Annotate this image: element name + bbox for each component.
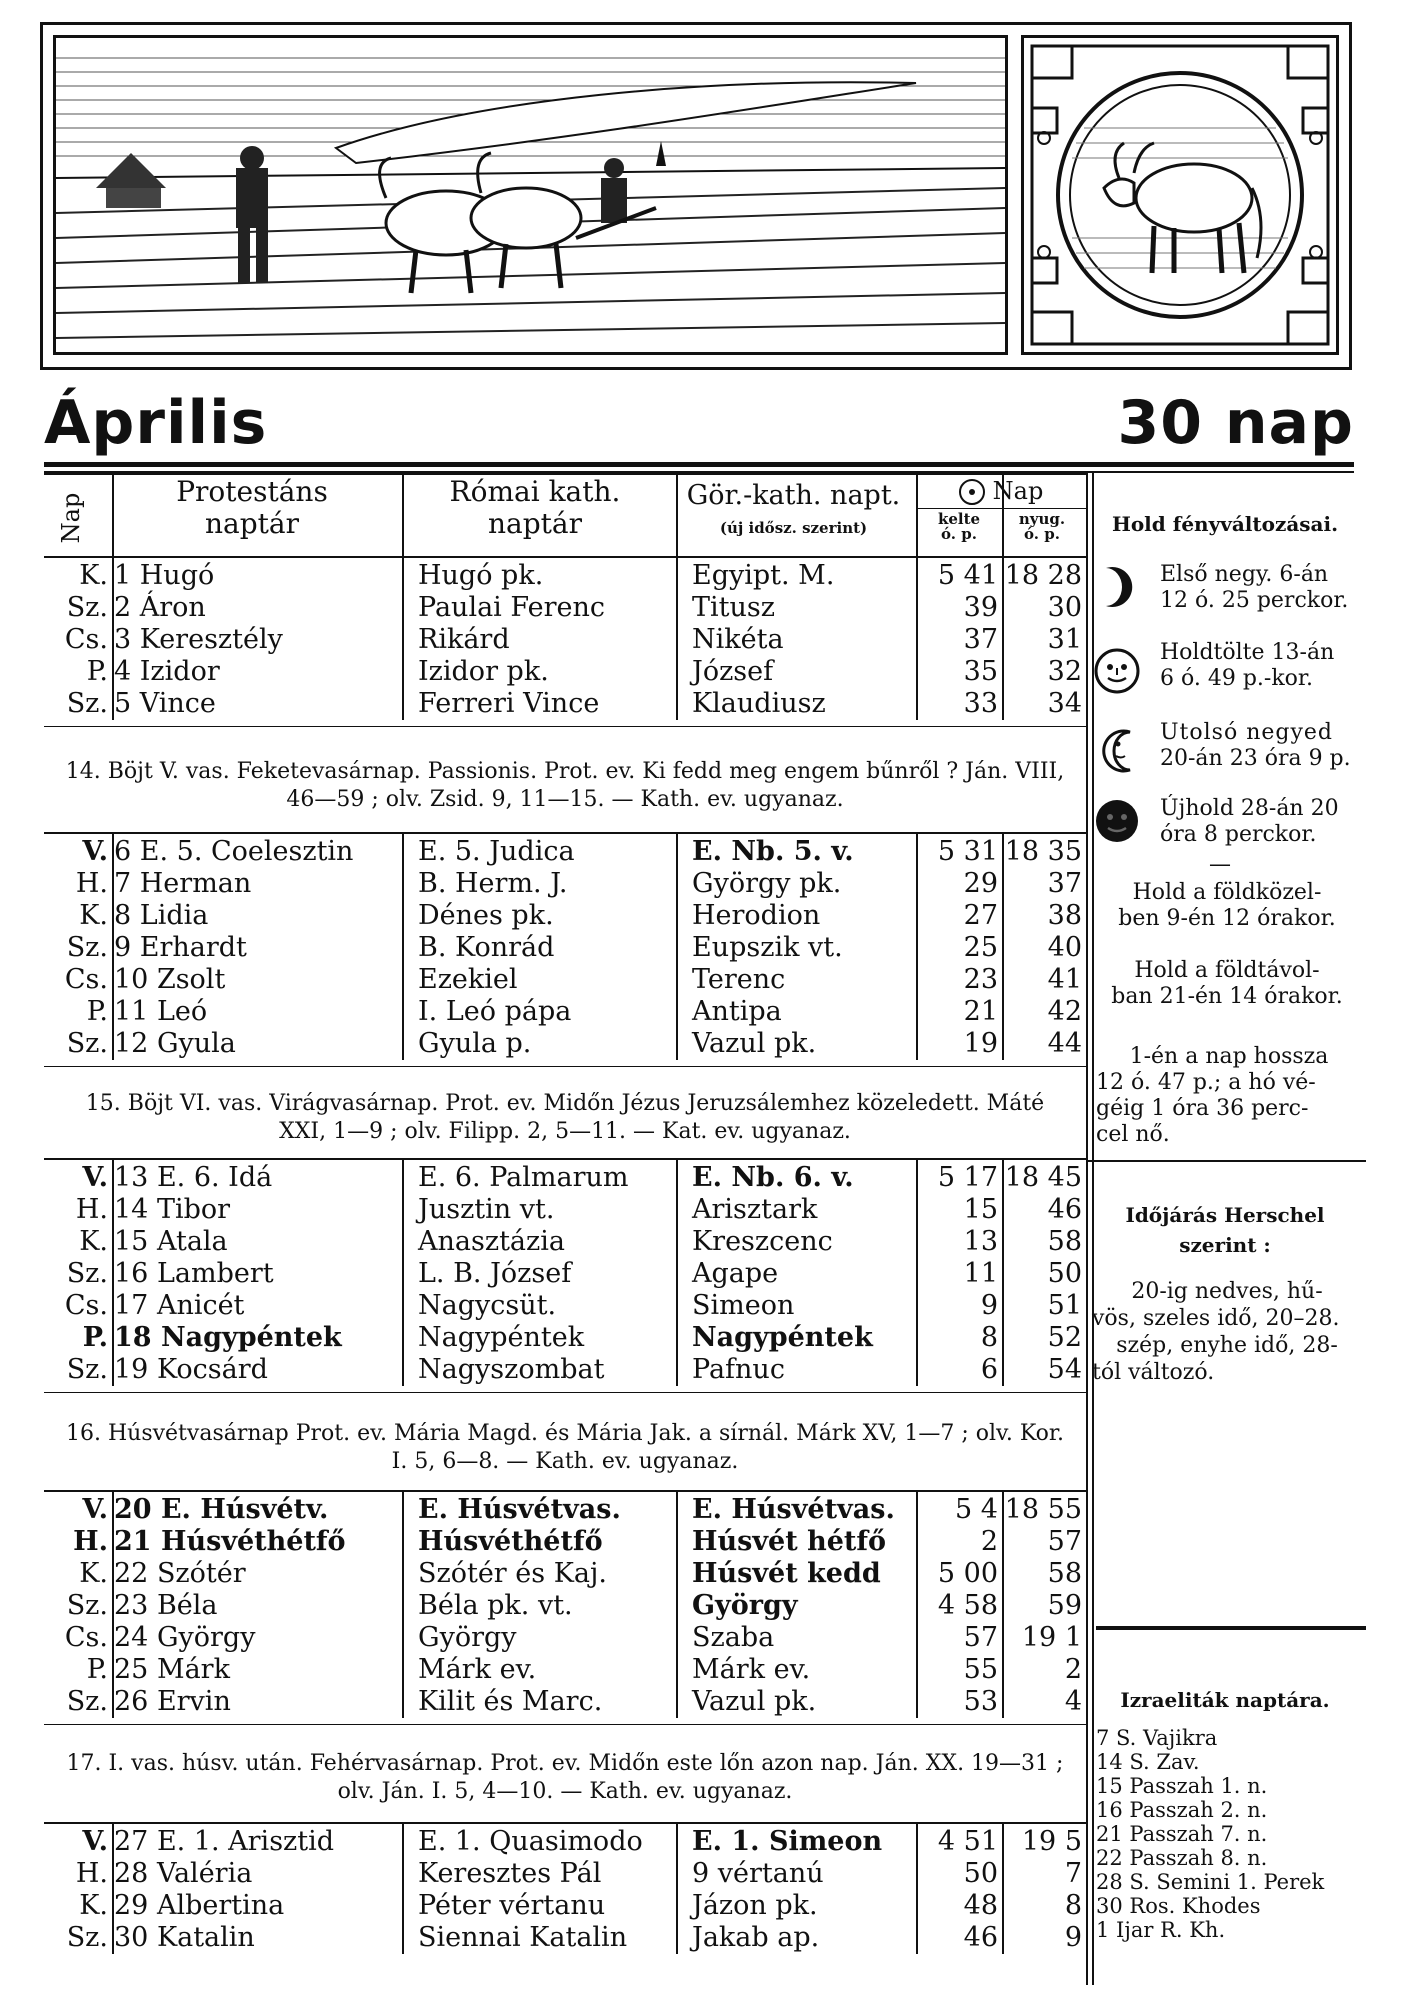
protestant-name: 18 Nagypéntek xyxy=(114,1322,342,1353)
daylength-l2: 12 ó. 47 p.; a hó vé- xyxy=(1096,1070,1316,1095)
sunrise-time: 29 xyxy=(963,868,998,899)
day-abbrev: H. xyxy=(75,868,108,899)
day-abbrev: Sz. xyxy=(66,1686,108,1717)
sunrise-time: 25 xyxy=(963,932,998,963)
perigee-l2: ben 9-én 12 órakor. xyxy=(1118,906,1336,931)
sun-header-divider xyxy=(916,508,1086,509)
catholic-name: Jusztin vt. xyxy=(418,1194,555,1225)
protestant-name: 13 E. 6. Idá xyxy=(114,1162,273,1193)
title-rule xyxy=(44,462,1354,467)
phase-new-moon-l2: óra 8 perckor. xyxy=(1160,822,1317,847)
moon-phases-title: Hold fényváltozásai. xyxy=(1111,512,1339,536)
week-bottom-line xyxy=(44,726,1088,727)
protestant-name: 22 Szótér xyxy=(114,1558,246,1589)
weather-text xyxy=(1092,1278,1362,1386)
protestant-name: 19 Kocsárd xyxy=(114,1354,268,1385)
jewish-calendar-item: 14 S. Zav. xyxy=(1096,1750,1200,1774)
perigee-note xyxy=(1092,880,1362,932)
col-header-protestans-l1: Protestáns xyxy=(176,475,328,508)
protestant-name: 16 Lambert xyxy=(114,1258,274,1289)
sunrise-time: 5 31 xyxy=(937,836,998,867)
protestant-name: 3 Keresztély xyxy=(114,624,283,655)
orthodox-name: Márk ev. xyxy=(692,1654,811,1685)
sunrise-time: 39 xyxy=(963,592,998,623)
orthodox-name: Klaudiusz xyxy=(692,688,826,719)
daylength-note xyxy=(1096,1044,1362,1148)
sunset-time: 18 35 xyxy=(1004,836,1082,867)
protestant-name: 1 Hugó xyxy=(114,560,215,591)
col-header-nyug xyxy=(1002,512,1082,542)
catholic-name: Márk ev. xyxy=(418,1654,537,1685)
jewish-calendar-item: 16 Passzah 2. n. xyxy=(1096,1798,1268,1822)
catholic-name: E. 6. Palmarum xyxy=(418,1162,629,1193)
phase-new-moon-l1: Újhold 28-án 20 xyxy=(1160,796,1339,821)
sunrise-time: 5 4 xyxy=(955,1494,998,1525)
col-header-romai xyxy=(400,476,670,540)
catholic-name: E. Húsvétvas. xyxy=(418,1494,621,1525)
col-header-gor-l1: Gör.-kath. napt. xyxy=(686,480,901,511)
sunrise-time: 5 41 xyxy=(937,560,998,591)
col-header-kelte-l2: ó. p. xyxy=(941,525,977,543)
sunset-time: 50 xyxy=(1047,1258,1082,1289)
catholic-name: Nagycsüt. xyxy=(418,1290,557,1321)
sunrise-time: 50 xyxy=(963,1858,998,1889)
weather-l4: tól változó. xyxy=(1092,1360,1215,1385)
sunset-time: 7 xyxy=(1064,1858,1082,1889)
ox-emblem-drawing xyxy=(1024,38,1336,352)
orthodox-name: Húsvét hétfő xyxy=(692,1526,886,1557)
col-header-protestans-l2: naptár xyxy=(205,507,299,540)
sunset-time: 2 xyxy=(1064,1654,1082,1685)
day-abbrev: Sz. xyxy=(66,1590,108,1621)
row-col-divider xyxy=(402,1158,404,1386)
protestant-name: 6 E. 5. Coelesztin xyxy=(114,836,354,867)
orthodox-name: Vazul pk. xyxy=(692,1028,817,1059)
side-divider-1 xyxy=(1088,1160,1366,1162)
sunrise-time: 8 xyxy=(980,1322,998,1353)
sunrise-time: 57 xyxy=(963,1622,998,1653)
phase-new-moon xyxy=(1160,796,1339,848)
sunset-time: 52 xyxy=(1047,1322,1082,1353)
protestant-name: 20 E. Húsvétv. xyxy=(114,1494,329,1525)
day-abbrev: Sz. xyxy=(66,1354,108,1385)
sunset-time: 42 xyxy=(1047,996,1082,1027)
catholic-name: Béla pk. vt. xyxy=(418,1590,573,1621)
phase-last-quarter-l1: Utolsó negyed xyxy=(1160,720,1333,745)
sunrise-time: 5 17 xyxy=(937,1162,998,1193)
protestant-name: 24 György xyxy=(114,1622,256,1653)
day-abbrev: H. xyxy=(73,1526,108,1557)
last-quarter-icon xyxy=(1094,728,1140,774)
day-abbrev: H. xyxy=(75,1858,108,1889)
orthodox-name: E. Húsvétvas. xyxy=(692,1494,895,1525)
day-abbrev: K. xyxy=(79,1890,108,1921)
sunset-time: 18 45 xyxy=(1004,1162,1082,1193)
phase-last-quarter xyxy=(1160,720,1351,772)
month-title: Április xyxy=(44,388,268,458)
sunrise-time: 4 58 xyxy=(937,1590,998,1621)
col-header-gor-l2: (új idősz. szerint) xyxy=(719,519,868,537)
sunrise-time: 5 00 xyxy=(937,1558,998,1589)
orthodox-name: Titusz xyxy=(692,592,775,623)
week-bottom-line xyxy=(44,1724,1088,1725)
day-abbrev: P. xyxy=(86,996,108,1027)
jewish-calendar-title: Izraeliták naptára. xyxy=(1120,1688,1330,1712)
sunset-time: 9 xyxy=(1064,1922,1082,1953)
sunset-time: 8 xyxy=(1064,1890,1082,1921)
week-bottom-line xyxy=(44,1392,1088,1393)
protestant-name: 9 Erhardt xyxy=(114,932,247,963)
sunset-time: 58 xyxy=(1047,1558,1082,1589)
catholic-name: E. 5. Judica xyxy=(418,836,575,867)
row-col-divider xyxy=(916,1490,918,1718)
catholic-name: Hugó pk. xyxy=(418,560,544,591)
header-bottom-line xyxy=(44,556,1088,558)
weather-l2: vös, szeles idő, 20–28. xyxy=(1092,1306,1340,1331)
protestant-name: 5 Vince xyxy=(114,688,216,719)
sunrise-time: 13 xyxy=(963,1226,998,1257)
sunset-time: 59 xyxy=(1047,1590,1082,1621)
sunset-time: 37 xyxy=(1047,868,1082,899)
daylength-l1: 1-én a nap hossza xyxy=(1129,1044,1329,1069)
jewish-calendar-item: 1 Ijar R. Kh. xyxy=(1096,1918,1226,1942)
day-abbrev: V. xyxy=(82,1826,108,1857)
phase-full-moon-l1: Holdtölte 13-án xyxy=(1160,640,1335,665)
row-col-divider xyxy=(676,556,678,720)
day-abbrev: H. xyxy=(75,1194,108,1225)
day-abbrev: P. xyxy=(86,1654,108,1685)
sunset-time: 44 xyxy=(1047,1028,1082,1059)
week-top-line xyxy=(44,1490,1088,1492)
orthodox-name: Jázon pk. xyxy=(692,1890,818,1921)
catholic-name: Ferreri Vince xyxy=(418,688,600,719)
protestant-name: 12 Gyula xyxy=(114,1028,236,1059)
jewish-calendar-list xyxy=(1096,1726,1366,1942)
phase-full-moon xyxy=(1160,640,1334,692)
sunrise-time: 33 xyxy=(963,688,998,719)
row-col-divider xyxy=(402,556,404,720)
protestant-name: 23 Béla xyxy=(114,1590,218,1621)
jewish-calendar-item: 28 S. Semini 1. Perek xyxy=(1096,1870,1325,1894)
sunrise-time: 9 xyxy=(980,1290,998,1321)
full-moon-icon xyxy=(1094,648,1140,694)
day-abbrev: K. xyxy=(79,560,108,591)
phase-full-moon-l2: 6 ó. 49 p.-kor. xyxy=(1160,666,1314,691)
orthodox-name: E. 1. Simeon xyxy=(692,1826,883,1857)
orthodox-name: Eupszik vt. xyxy=(692,932,843,963)
weather-l1: 20-ig nedves, hű- xyxy=(1131,1279,1323,1304)
jewish-calendar-item: 22 Passzah 8. n. xyxy=(1096,1846,1268,1870)
catholic-name: B. Herm. J. xyxy=(418,868,568,899)
weather-title-l1: Időjárás Herschel xyxy=(1125,1203,1325,1227)
col-header-nap xyxy=(52,474,92,564)
sunset-time: 31 xyxy=(1047,624,1082,655)
header-illustration xyxy=(40,22,1352,370)
catholic-name: Izidor pk. xyxy=(418,656,549,687)
row-col-divider xyxy=(402,832,404,1060)
sunrise-time: 46 xyxy=(963,1922,998,1953)
side-dash: — xyxy=(1209,852,1231,877)
day-abbrev: V. xyxy=(82,836,108,867)
orthodox-name: Nagypéntek xyxy=(692,1322,873,1353)
row-col-divider xyxy=(402,1490,404,1718)
sunrise-time: 4 51 xyxy=(937,1826,998,1857)
catholic-name: Nagypéntek xyxy=(418,1322,585,1353)
week-gospel-note: 15. Böjt VI. vas. Virágvasárnap. Prot. ev. Midőn Jézus Jeruzsálemhez közeledett. Máté XXI, 1—9 ; olv. Filipp. 2, 5—11. — Kat. ev. ugyanaz. xyxy=(85,1091,1045,1144)
orthodox-name: Herodion xyxy=(692,900,821,931)
col-header-nap-text: Nap xyxy=(57,492,85,544)
catholic-name: Paulai Ferenc xyxy=(418,592,606,623)
sunset-time: 34 xyxy=(1047,688,1082,719)
plowing-scene-illustration xyxy=(53,35,1008,355)
protestant-name: 14 Tibor xyxy=(114,1194,231,1225)
day-abbrev: Cs. xyxy=(64,624,108,655)
protestant-name: 7 Herman xyxy=(114,868,252,899)
col-header-sun xyxy=(916,474,1086,507)
day-abbrev: Cs. xyxy=(64,1290,108,1321)
row-col-divider xyxy=(916,832,918,1060)
week-top-line xyxy=(44,832,1088,834)
orthodox-name: Antipa xyxy=(692,996,782,1027)
col-header-romai-l1: Római kath. xyxy=(449,475,621,508)
col-header-protestans xyxy=(112,476,392,540)
orthodox-name: Kreszcenc xyxy=(692,1226,833,1257)
catholic-name: Húsvéthétfő xyxy=(418,1526,603,1557)
catholic-name: Dénes pk. xyxy=(418,900,554,931)
first-quarter-icon xyxy=(1096,564,1142,610)
sunrise-time: 15 xyxy=(963,1194,998,1225)
orthodox-name: Húsvét kedd xyxy=(692,1558,881,1589)
plowing-scene-drawing xyxy=(56,38,1005,352)
sunset-time: 46 xyxy=(1047,1194,1082,1225)
sunrise-time: 2 xyxy=(980,1526,998,1557)
col-header-kelte xyxy=(918,512,1000,542)
col-header-romai-l2: naptár xyxy=(488,507,582,540)
week-top-line xyxy=(44,1822,1088,1824)
jewish-calendar-item: 7 S. Vajikra xyxy=(1096,1726,1218,1750)
row-col-divider xyxy=(916,556,918,720)
orthodox-name: György xyxy=(692,1590,798,1621)
catholic-name: György xyxy=(418,1622,517,1653)
phase-first-quarter-l2: 12 ó. 25 perckor. xyxy=(1160,588,1349,613)
week-top-line xyxy=(44,1158,1088,1160)
row-col-divider xyxy=(916,1158,918,1386)
week-gospel-note: 17. I. vas. húsv. után. Fehérvasárnap. Prot. ev. Midőn este lőn azon nap. Ján. XX. 19—31 ; olv. Ján. I. 5, 4—10. — Kath. ev. ugyanaz. xyxy=(66,1751,1064,1804)
sunset-time: 19 5 xyxy=(1021,1826,1082,1857)
catholic-name: Kilit és Marc. xyxy=(418,1686,603,1717)
catholic-name: Nagyszombat xyxy=(418,1354,605,1385)
row-col-divider xyxy=(676,1158,678,1386)
day-abbrev: V. xyxy=(82,1494,108,1525)
orthodox-name: Pafnuc xyxy=(692,1354,785,1385)
weather-l3: szép, enyhe idő, 28- xyxy=(1116,1333,1338,1358)
orthodox-name: Simeon xyxy=(692,1290,795,1321)
sunrise-time: 53 xyxy=(963,1686,998,1717)
days-count: 30 nap xyxy=(1117,388,1354,458)
orthodox-name: 9 vértanú xyxy=(692,1858,824,1889)
daylength-l4: cel nő. xyxy=(1096,1122,1170,1147)
catholic-name: I. Leó pápa xyxy=(418,996,572,1027)
catholic-name: B. Konrád xyxy=(418,932,555,963)
catholic-name: Anasztázia xyxy=(418,1226,565,1257)
protestant-name: 11 Leó xyxy=(114,996,208,1027)
apogee-note xyxy=(1092,958,1362,1010)
table-right-border xyxy=(1086,473,1088,1985)
sunset-time: 58 xyxy=(1047,1226,1082,1257)
sunrise-time: 37 xyxy=(963,624,998,655)
sunrise-time: 11 xyxy=(963,1258,998,1289)
protestant-name: 30 Katalin xyxy=(114,1922,255,1953)
week-gospel-note: 14. Böjt V. vas. Feketevasárnap. Passionis. Prot. ev. Ki fedd meg engem bűnről ? Ján. VIII, 46—59 ; olv. Zsid. 9, 11—15. — Kath. ev. ugyanaz. xyxy=(65,759,1065,812)
sunrise-time: 55 xyxy=(963,1654,998,1685)
day-abbrev: Sz. xyxy=(66,1922,108,1953)
apogee-l2: ban 21-én 14 órakor. xyxy=(1111,984,1343,1009)
sunrise-time: 27 xyxy=(963,900,998,931)
protestant-name: 8 Lidia xyxy=(114,900,209,931)
orthodox-name: E. Nb. 6. v. xyxy=(692,1162,854,1193)
protestant-name: 21 Húsvéthétfő xyxy=(114,1526,346,1557)
sunset-time: 57 xyxy=(1047,1526,1082,1557)
sunset-time: 18 28 xyxy=(1004,560,1082,591)
sunset-time: 4 xyxy=(1064,1686,1082,1717)
apogee-l1: Hold a földtávol- xyxy=(1134,958,1320,983)
week-bottom-line xyxy=(44,1066,1088,1067)
day-abbrev: Sz. xyxy=(66,932,108,963)
catholic-name: Rikárd xyxy=(418,624,510,655)
phase-last-quarter-l2: 20-án 23 óra 9 p. xyxy=(1160,746,1351,771)
protestant-name: 26 Ervin xyxy=(114,1686,231,1717)
catholic-name: Siennai Katalin xyxy=(418,1922,628,1953)
catholic-name: Keresztes Pál xyxy=(418,1858,602,1889)
phase-first-quarter-l1: Első negy. 6-án xyxy=(1160,562,1329,587)
new-moon-icon xyxy=(1094,798,1140,844)
catholic-name: L. B. József xyxy=(418,1258,572,1289)
day-abbrev: K. xyxy=(79,1226,108,1257)
col-header-gor xyxy=(676,480,911,544)
jewish-calendar-item: 21 Passzah 7. n. xyxy=(1096,1822,1268,1846)
day-abbrev: Sz. xyxy=(66,688,108,719)
orthodox-name: Szaba xyxy=(692,1622,775,1653)
protestant-name: 28 Valéria xyxy=(114,1858,253,1889)
daylength-l3: géig 1 óra 36 perc- xyxy=(1096,1096,1309,1121)
protestant-name: 10 Zsolt xyxy=(114,964,226,995)
orthodox-name: Vazul pk. xyxy=(692,1686,817,1717)
catholic-name: Gyula p. xyxy=(418,1028,532,1059)
protestant-name: 17 Anicét xyxy=(114,1290,245,1321)
protestant-name: 15 Atala xyxy=(114,1226,228,1257)
protestant-name: 2 Áron xyxy=(114,592,206,623)
row-col-divider xyxy=(916,1822,918,1954)
catholic-name: Péter vértanu xyxy=(418,1890,606,1921)
row-col-divider xyxy=(676,832,678,1060)
row-col-divider xyxy=(402,1822,404,1954)
sunset-time: 32 xyxy=(1047,656,1082,687)
day-abbrev: P. xyxy=(82,1322,108,1353)
catholic-name: E. 1. Quasimodo xyxy=(418,1826,643,1857)
protestant-name: 29 Albertina xyxy=(114,1890,285,1921)
catholic-name: Szótér és Kaj. xyxy=(418,1558,607,1589)
orthodox-name: György pk. xyxy=(692,868,842,899)
orthodox-name: Terenc xyxy=(692,964,786,995)
sunrise-time: 6 xyxy=(980,1354,998,1385)
day-abbrev: P. xyxy=(86,656,108,687)
orthodox-name: József xyxy=(692,656,774,687)
sunset-time: 40 xyxy=(1047,932,1082,963)
sunset-time: 30 xyxy=(1047,592,1082,623)
sunset-time: 54 xyxy=(1047,1354,1082,1385)
day-abbrev: Sz. xyxy=(66,1028,108,1059)
protestant-name: 27 E. 1. Arisztid xyxy=(114,1826,335,1857)
orthodox-name: Jakab ap. xyxy=(692,1922,820,1953)
day-abbrev: Cs. xyxy=(64,964,108,995)
sunset-time: 51 xyxy=(1047,1290,1082,1321)
orthodox-name: Agape xyxy=(692,1258,779,1289)
orthodox-name: E. Nb. 5. v. xyxy=(692,836,854,867)
day-abbrev: K. xyxy=(79,1558,108,1589)
phase-first-quarter xyxy=(1160,562,1348,614)
day-abbrev: V. xyxy=(82,1162,108,1193)
sunrise-time: 21 xyxy=(963,996,998,1027)
side-divider-2 xyxy=(1096,1626,1366,1630)
protestant-name: 4 Izidor xyxy=(114,656,220,687)
sun-icon xyxy=(959,479,985,505)
weather-title-l2: szerint : xyxy=(1179,1233,1271,1257)
col-header-sun-text: Nap xyxy=(992,477,1044,505)
catholic-name: Ezekiel xyxy=(418,964,518,995)
sunset-time: 19 1 xyxy=(1021,1622,1082,1653)
sunset-time: 41 xyxy=(1047,964,1082,995)
sunrise-time: 35 xyxy=(963,656,998,687)
row-col-divider xyxy=(676,1490,678,1718)
sunset-time: 18 55 xyxy=(1004,1494,1082,1525)
ox-emblem xyxy=(1021,35,1339,355)
col-header-nyug-l1: nyug. xyxy=(1018,510,1066,528)
perigee-l1: Hold a földközel- xyxy=(1132,880,1322,905)
orthodox-name: Nikéta xyxy=(692,624,784,655)
sunrise-time: 19 xyxy=(963,1028,998,1059)
row-col-divider xyxy=(676,1822,678,1954)
weather-title xyxy=(1090,1200,1360,1260)
orthodox-name: Arisztark xyxy=(692,1194,818,1225)
week-gospel-note: 16. Húsvétvasárnap Prot. ev. Mária Magd. és Mária Jak. a sírnál. Márk XV, 1—7 ; olv. Kor. I. 5, 6—8. — Kath. ev. ugyanaz. xyxy=(65,1421,1064,1474)
day-abbrev: Sz. xyxy=(66,592,108,623)
orthodox-name: Egyipt. M. xyxy=(692,560,835,591)
sunset-time: 38 xyxy=(1047,900,1082,931)
protestant-name: 25 Márk xyxy=(114,1654,230,1685)
jewish-calendar-item: 30 Ros. Khodes xyxy=(1096,1894,1261,1918)
jewish-calendar-item: 15 Passzah 1. n. xyxy=(1096,1774,1268,1798)
col-header-nyug-l2: ó. p. xyxy=(1024,525,1060,543)
sunrise-time: 23 xyxy=(963,964,998,995)
day-abbrev: Cs. xyxy=(64,1622,108,1653)
day-abbrev: Sz. xyxy=(66,1258,108,1289)
day-abbrev: K. xyxy=(79,900,108,931)
sunrise-time: 48 xyxy=(963,1890,998,1921)
col-header-kelte-l1: kelte xyxy=(937,510,981,528)
